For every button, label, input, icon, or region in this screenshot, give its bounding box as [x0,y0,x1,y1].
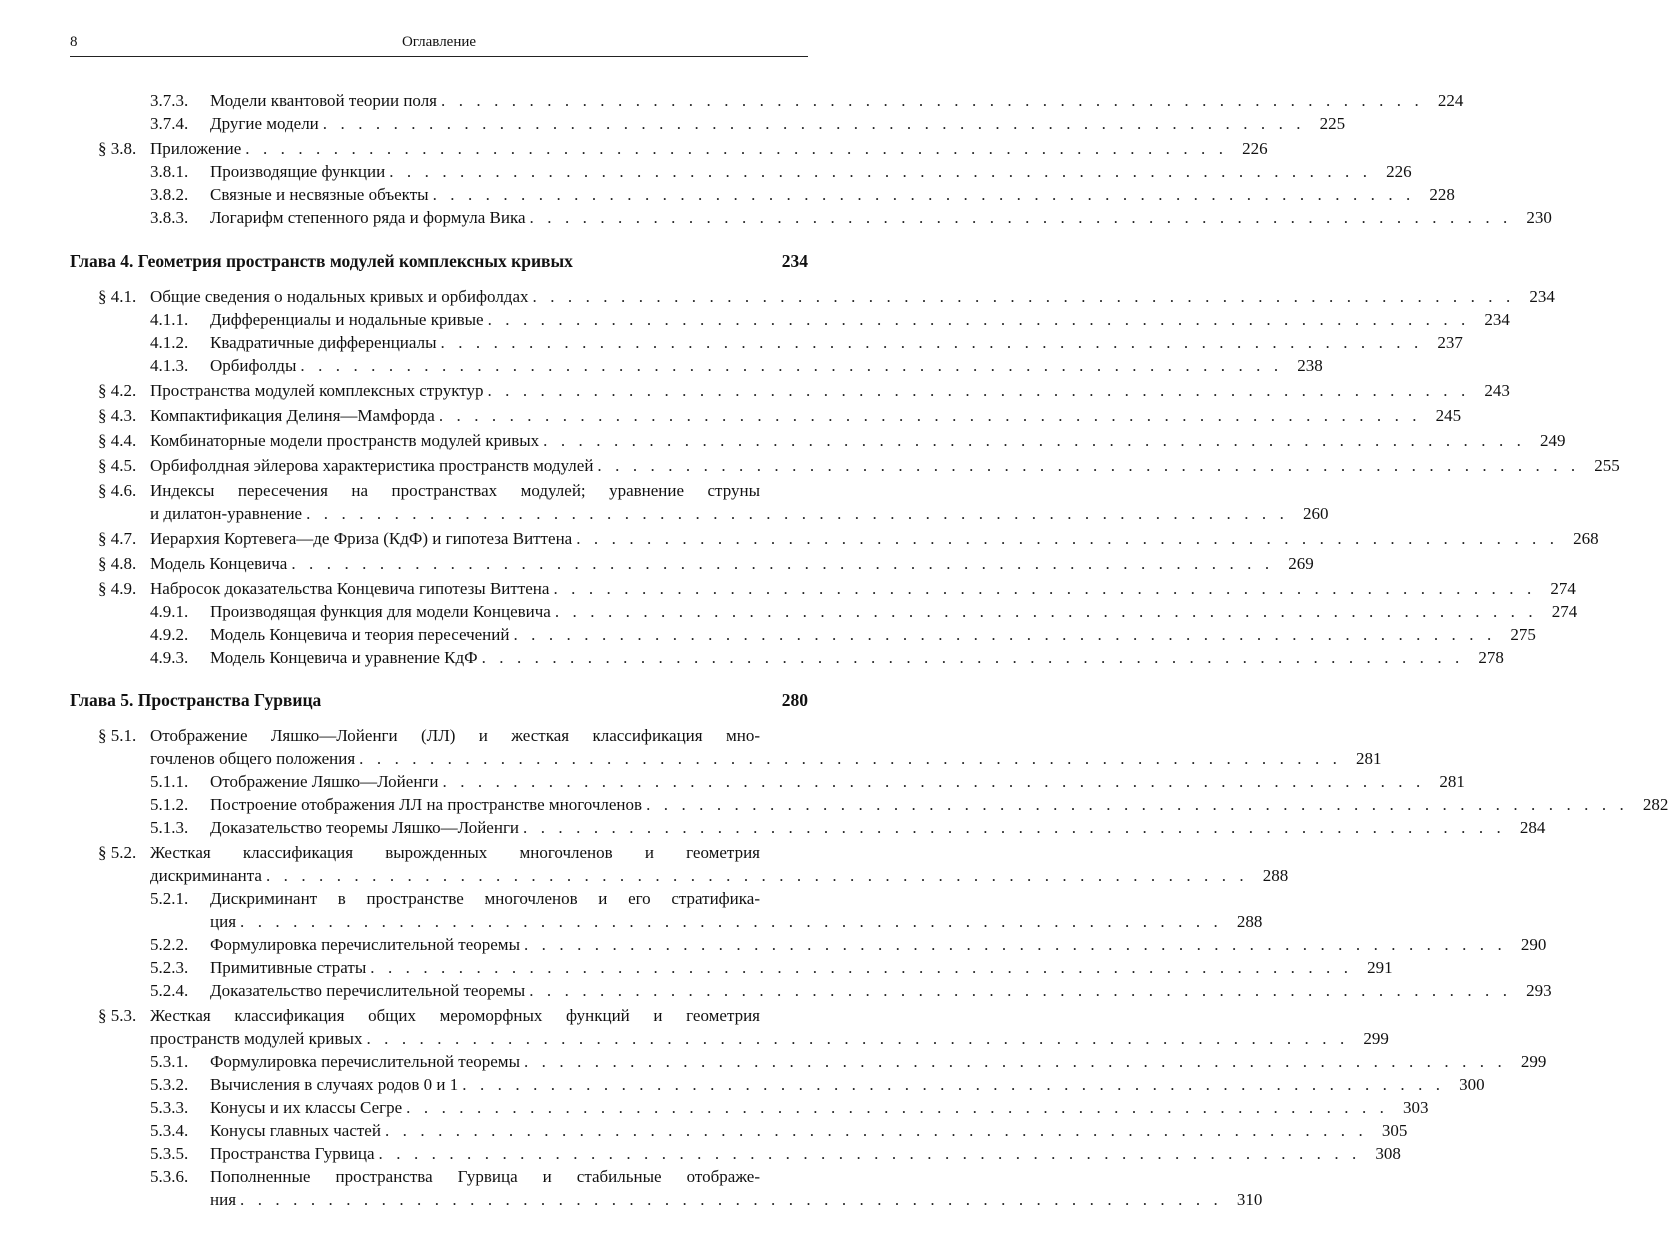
entry-title: Индексы пересечения на пространствах модулей; уравнение струны [150,481,760,500]
entry-page: 288 [1236,912,1263,931]
entry-title: Производящая функция для модели Концевича [210,602,551,621]
dot-leader: . . . . . . . . . . . . . . . . . . . . . . . . . . . . . . . . . . . . . . . . . . . . . . . . . . . . . . . . [529,208,1512,227]
entry-number: 4.1.3. [150,356,189,375]
entry-title: и дилатон-уравнение [150,504,303,523]
entry-page: 299 [1363,1029,1389,1048]
entry-number: 5.2.3. [150,958,189,977]
toc-subsection[interactable] [0,770,1465,793]
entry-title: Отображение Ляшко—Лойенги [210,772,439,791]
entry-number: 5.3.1. [150,1052,189,1071]
entry-page: 249 [1540,431,1566,450]
entry-title: ция [210,912,237,931]
entry-page: 290 [1520,935,1547,954]
entry-number: 3.7.4. [150,114,189,133]
entry-title: Орбифолдная эйлерова характеристика пространств модулей [150,456,594,475]
dot-leader: . . . . . . . . . . . . . . . . . . . . . . . . . . . . . . . . . . . . . . . . . . . . . . . . . . . . . . . . [245,139,1228,158]
chapter-heading[interactable] [70,249,808,273]
entry-number: § 5.2. [98,843,137,862]
page-header [70,34,808,57]
entry-page: 274 [1551,602,1578,621]
entry-title: Доказательство перечислительной теоремы [210,981,526,1000]
entry-page: 260 [1302,504,1329,523]
entry-number: 4.1.1. [150,310,189,329]
chapter-title: Глава 5. Пространства Гурвица [70,690,322,710]
entry-page: 281 [1356,749,1382,768]
entry-title: пространств модулей кривых [150,1029,363,1048]
toc-subsection[interactable] [0,956,1393,979]
entry-title: ния [210,1190,237,1209]
entry-number: 5.1.1. [150,772,189,791]
toc-subsection[interactable] [0,331,1463,354]
toc-subsection[interactable] [0,1119,1408,1142]
toc-subsection[interactable] [0,887,1263,933]
dot-leader: . . . . . . . . . . . . . . . . . . . . . . . . . . . . . . . . . . . . . . . . . . . . . . . . . . . . . . . . [646,795,1629,814]
entry-title: Жесткая классификация вырожденных многочленов и геометрия [150,843,760,862]
entry-title: Пространства модулей комплексных структур [150,381,484,400]
entry-title: Другие модели [210,114,319,133]
entry-page: 234 [1529,287,1555,306]
toc-section[interactable] [0,527,1599,550]
dot-leader: . . . . . . . . . . . . . . . . . . . . . . . . . . . . . . . . . . . . . . . . . . . . . . . . . . . . . . . . [523,1052,1507,1071]
toc-section[interactable] [0,404,1462,427]
entry-number: § 4.2. [98,381,137,400]
entry-title: Модель Концевича [150,554,288,573]
entry-page: 224 [1437,91,1464,110]
entry-number: § 4.8. [98,554,137,573]
entry-page: 269 [1288,554,1314,573]
toc-subsection[interactable] [0,89,1464,112]
toc-subsection[interactable] [0,206,1552,229]
dot-leader: . . . . . . . . . . . . . . . . . . . . . . . . . . . . . . . . . . . . . . . . . . . . . . . . . . . . . . . . [442,772,1425,791]
dot-leader: . . . . . . . . . . . . . . . . . . . . . . . . . . . . . . . . . . . . . . . . . . . . . . . . . . . . . . . . [359,749,1342,768]
entry-page: 268 [1573,529,1599,548]
entry-page: 237 [1437,333,1463,352]
entry-page: 243 [1484,381,1510,400]
toc-subsection[interactable] [0,160,1412,183]
entry-title: Пополненные пространства Гурвица и стабильные отображе- [210,1167,760,1186]
dot-leader: . . . . . . . . . . . . . . . . . . . . . . . . . . . . . . . . . . . . . . . . . . . . . . . . . . . . . . . . [370,958,1353,977]
dot-leader: . . . . . . . . . . . . . . . . . . . . . . . . . . . . . . . . . . . . . . . . . . . . . . . . . . . . . . . . [487,310,1470,329]
dot-leader: . . . . . . . . . . . . . . . . . . . . . . . . . . . . . . . . . . . . . . . . . . . . . . . . . . . . . . . . [576,529,1559,548]
toc-section[interactable] [0,724,1382,770]
toc-section[interactable] [0,454,1620,477]
entry-title: гочленов общего положения [150,749,356,768]
entry-number: § 4.4. [98,431,137,450]
toc-section[interactable] [0,429,1566,452]
entry-page: 278 [1478,648,1504,667]
entry-number: § 5.3. [98,1006,137,1025]
dot-leader: . . . . . . . . . . . . . . . . . . . . . . . . . . . . . . . . . . . . . . . . . . . . . . . . . . . . . . . . [384,1121,1368,1140]
entry-page: 281 [1439,772,1465,791]
entry-page: 303 [1403,1098,1429,1117]
dot-leader: . . . . . . . . . . . . . . . . . . . . . . . . . . . . . . . . . . . . . . . . . . . . . . . . . . . . . . . . [481,648,1464,667]
entry-number: 3.8.1. [150,162,189,181]
toc-section[interactable] [0,577,1576,600]
dot-leader: . . . . . . . . . . . . . . . . . . . . . . . . . . . . . . . . . . . . . . . . . . . . . . . . . . . . . . . . [406,1098,1389,1117]
toc-subsection[interactable] [0,646,1504,669]
entry-number: 3.8.3. [150,208,189,227]
dot-leader: . . . . . . . . . . . . . . . . . . . . . . . . . . . . . . . . . . . . . . . . . . . . . . . . . . . . . . . . [523,935,1507,954]
entry-page: 226 [1242,139,1268,158]
entry-title: Модель Концевича и теория пересечений [210,625,510,644]
running-title: Оглавление [401,34,477,50]
entry-title: Связные и несвязные объекты [210,185,429,204]
entry-number: 5.3.6. [150,1167,189,1186]
entry-number: 5.2.4. [150,981,189,1000]
toc-subsection[interactable] [0,600,1578,623]
entry-title: Набросок доказательства Концевича гипотезы Виттена [150,579,550,598]
toc-subsection[interactable] [0,1096,1429,1119]
dot-leader: . . . . . . . . . . . . . . . . . . . . . . . . . . . . . . . . . . . . . . . . . . . . . . . . . . . . . . . . [240,1190,1223,1209]
entry-number: 5.3.5. [150,1144,189,1163]
entry-number: § 4.1. [98,287,137,306]
entry-number: § 4.7. [98,529,137,548]
entry-number: 5.3.2. [150,1075,189,1094]
toc-subsection[interactable] [0,1073,1485,1096]
entry-page: 225 [1319,114,1346,133]
toc-subsection[interactable] [0,1142,1401,1165]
toc-section[interactable] [0,841,1289,887]
toc-subsection[interactable] [0,354,1323,377]
toc-subsection[interactable] [0,183,1455,206]
entry-page: 228 [1429,185,1455,204]
dot-leader: . . . . . . . . . . . . . . . . . . . . . . . . . . . . . . . . . . . . . . . . . . . . . . . . . . . . . . . . [432,185,1415,204]
entry-number: 4.9.3. [150,648,189,667]
entry-number: 3.7.3. [150,91,189,110]
entry-title: Конусы главных частей [210,1121,381,1140]
dot-leader: . . . . . . . . . . . . . . . . . . . . . . . . . . . . . . . . . . . . . . . . . . . . . . . . . . . . . . . . [366,1029,1349,1048]
toc-section[interactable] [0,379,1510,402]
entry-page: 226 [1386,162,1412,181]
entry-title: Компактификация Делиня—Мамфорда [150,406,435,425]
dot-leader: . . . . . . . . . . . . . . . . . . . . . . . . . . . . . . . . . . . . . . . . . . . . . . . . . . . . . . . . [291,554,1274,573]
entry-number: 3.8.2. [150,185,189,204]
dot-leader: . . . . . . . . . . . . . . . . . . . . . . . . . . . . . . . . . . . . . . . . . . . . . . . . . . . . . . . . [440,333,1423,352]
entry-number: § 4.3. [98,406,137,425]
entry-page: 310 [1236,1190,1263,1209]
dot-leader: . . . . . . . . . . . . . . . . . . . . . . . . . . . . . . . . . . . . . . . . . . . . . . . . . . . . . . . . [438,406,1422,425]
entry-number: 5.3.3. [150,1098,189,1117]
entry-title: Дискриминант в пространстве многочленов и его стратифика- [210,889,760,908]
toc-section[interactable] [0,479,1329,525]
dot-leader: . . . . . . . . . . . . . . . . . . . . . . . . . . . . . . . . . . . . . . . . . . . . . . . . . . . . . . . . [553,579,1536,598]
entry-page: 300 [1459,1075,1485,1094]
dot-leader: . . . . . . . . . . . . . . . . . . . . . . . . . . . . . . . . . . . . . . . . . . . . . . . . . . . . . . . . [597,456,1580,475]
dot-leader: . . . . . . . . . . . . . . . . . . . . . . . . . . . . . . . . . . . . . . . . . . . . . . . . . . . . . . . . [462,1075,1445,1094]
entry-title: Орбифолды [210,356,297,375]
entry-number: 5.2.2. [150,935,189,954]
entry-page: 282 [1642,795,1668,814]
entry-number: 4.9.2. [150,625,189,644]
toc-subsection[interactable] [0,308,1510,331]
page-number: 8 [70,34,78,50]
entry-title: Иерархия Кортевега—де Фриза (КдФ) и гипотеза Виттена [150,529,573,548]
toc-subsection[interactable] [0,816,1546,839]
chapter-page: 280 [781,690,808,710]
entry-number: 5.3.4. [150,1121,189,1140]
entry-page: 245 [1435,406,1462,425]
entry-title: Производящие функции [210,162,386,181]
dot-leader: . . . . . . . . . . . . . . . . . . . . . . . . . . . . . . . . . . . . . . . . . . . . . . . . . . . . . . . . [306,504,1289,523]
entry-title: Модели квантовой теории поля [210,91,437,110]
entry-title: Вычисления в случаях родов 0 и 1 [210,1075,459,1094]
dot-leader: . . . . . . . . . . . . . . . . . . . . . . . . . . . . . . . . . . . . . . . . . . . . . . . . . . . . . . . . [265,866,1249,885]
dot-leader: . . . . . . . . . . . . . . . . . . . . . . . . . . . . . . . . . . . . . . . . . . . . . . . . . . . . . . . . [240,912,1223,931]
entry-number: § 4.9. [98,579,137,598]
entry-title: Комбинаторные модели пространств модулей кривых [150,431,540,450]
toc-subsection[interactable] [0,1050,1547,1073]
entry-number: § 4.5. [98,456,137,475]
entry-page: 234 [1484,310,1510,329]
dot-leader: . . . . . . . . . . . . . . . . . . . . . . . . . . . . . . . . . . . . . . . . . . . . . . . . . . . . . . . . [322,114,1306,133]
chapter-title: Глава 4. Геометрия пространств модулей комплексных кривых [70,251,573,271]
entry-page: 299 [1520,1052,1547,1071]
toc-section[interactable] [0,137,1268,160]
dot-leader: . . . . . . . . . . . . . . . . . . . . . . . . . . . . . . . . . . . . . . . . . . . . . . . . . . . . . . . . [532,287,1515,306]
entry-page: 238 [1297,356,1323,375]
toc-subsection[interactable] [0,112,1346,135]
entry-number: § 4.6. [98,481,137,500]
dot-leader: . . . . . . . . . . . . . . . . . . . . . . . . . . . . . . . . . . . . . . . . . . . . . . . . . . . . . . . . [389,162,1372,181]
entry-title: Квадратичные дифференциалы [210,333,437,352]
chapter-page: 234 [781,251,808,271]
dot-leader: . . . . . . . . . . . . . . . . . . . . . . . . . . . . . . . . . . . . . . . . . . . . . . . . . . . . . . . . [554,602,1538,621]
toc-subsection[interactable] [0,623,1536,646]
entry-page: 291 [1367,958,1393,977]
entry-number: § 3.8. [98,139,137,158]
chapter-heading[interactable] [70,688,808,712]
dot-leader: . . . . . . . . . . . . . . . . . . . . . . . . . . . . . . . . . . . . . . . . . . . . . . . . . . . . . . . . [300,356,1283,375]
entry-page: 305 [1381,1121,1408,1140]
entry-page: 274 [1550,579,1576,598]
entry-title: Пространства Гурвица [210,1144,375,1163]
entry-page: 230 [1526,208,1552,227]
entry-title: Приложение [150,139,242,158]
entry-number: 5.1.2. [150,795,189,814]
toc-section[interactable] [0,552,1314,575]
dot-leader: . . . . . . . . . . . . . . . . . . . . . . . . . . . . . . . . . . . . . . . . . . . . . . . . . . . . . . . . [513,625,1496,644]
toc-subsection[interactable] [0,1165,1263,1211]
entry-page: 293 [1526,981,1552,1000]
entry-title: Доказательство теоремы Ляшко—Лойенги [210,818,520,837]
entry-title: Общие сведения о нодальных кривых и орбифолдах [150,287,529,306]
entry-title: Отображение Ляшко—Лойенги (ЛЛ) и жесткая классификация мно- [150,726,760,745]
entry-title: Построение отображения ЛЛ на пространстве многочленов [210,795,643,814]
entry-title: Конусы и их классы Сегре [210,1098,403,1117]
entry-title: дискриминанта [150,866,262,885]
entry-page: 284 [1519,818,1546,837]
entry-number: 5.2.1. [150,889,189,908]
entry-number: 4.9.1. [150,602,189,621]
entry-title: Формулировка перечислительной теоремы [210,935,520,954]
entry-title: Формулировка перечислительной теоремы [210,1052,520,1071]
dot-leader: . . . . . . . . . . . . . . . . . . . . . . . . . . . . . . . . . . . . . . . . . . . . . . . . . . . . . . . . [378,1144,1361,1163]
entry-title: Примитивные страты [210,958,367,977]
dot-leader: . . . . . . . . . . . . . . . . . . . . . . . . . . . . . . . . . . . . . . . . . . . . . . . . . . . . . . . . [523,818,1506,837]
entry-number: 4.1.2. [150,333,189,352]
entry-page: 275 [1510,625,1536,644]
entry-title: Дифференциалы и нодальные кривые [210,310,484,329]
toc-subsection[interactable] [0,933,1547,956]
toc-subsection[interactable] [0,793,1668,816]
dot-leader: . . . . . . . . . . . . . . . . . . . . . . . . . . . . . . . . . . . . . . . . . . . . . . . . . . . . . . . . [543,431,1526,450]
entry-number: 5.1.3. [150,818,189,837]
dot-leader: . . . . . . . . . . . . . . . . . . . . . . . . . . . . . . . . . . . . . . . . . . . . . . . . . . . . . . . . [529,981,1512,1000]
entry-page: 255 [1594,456,1620,475]
toc-section[interactable] [0,1004,1389,1050]
toc-subsection[interactable] [0,979,1552,1002]
entry-title: Жесткая классификация общих мероморфных функций и геометрия [150,1006,760,1025]
entry-title: Логарифм степенного ряда и формула Вика [210,208,526,227]
entry-number: § 5.1. [98,726,137,745]
dot-leader: . . . . . . . . . . . . . . . . . . . . . . . . . . . . . . . . . . . . . . . . . . . . . . . . . . . . . . . . [487,381,1470,400]
toc-section[interactable] [0,285,1555,308]
dot-leader: . . . . . . . . . . . . . . . . . . . . . . . . . . . . . . . . . . . . . . . . . . . . . . . . . . . . . . . . [441,91,1424,110]
entry-page: 308 [1375,1144,1401,1163]
entry-page: 288 [1262,866,1289,885]
entry-title: Модель Концевича и уравнение КдФ [210,648,478,667]
